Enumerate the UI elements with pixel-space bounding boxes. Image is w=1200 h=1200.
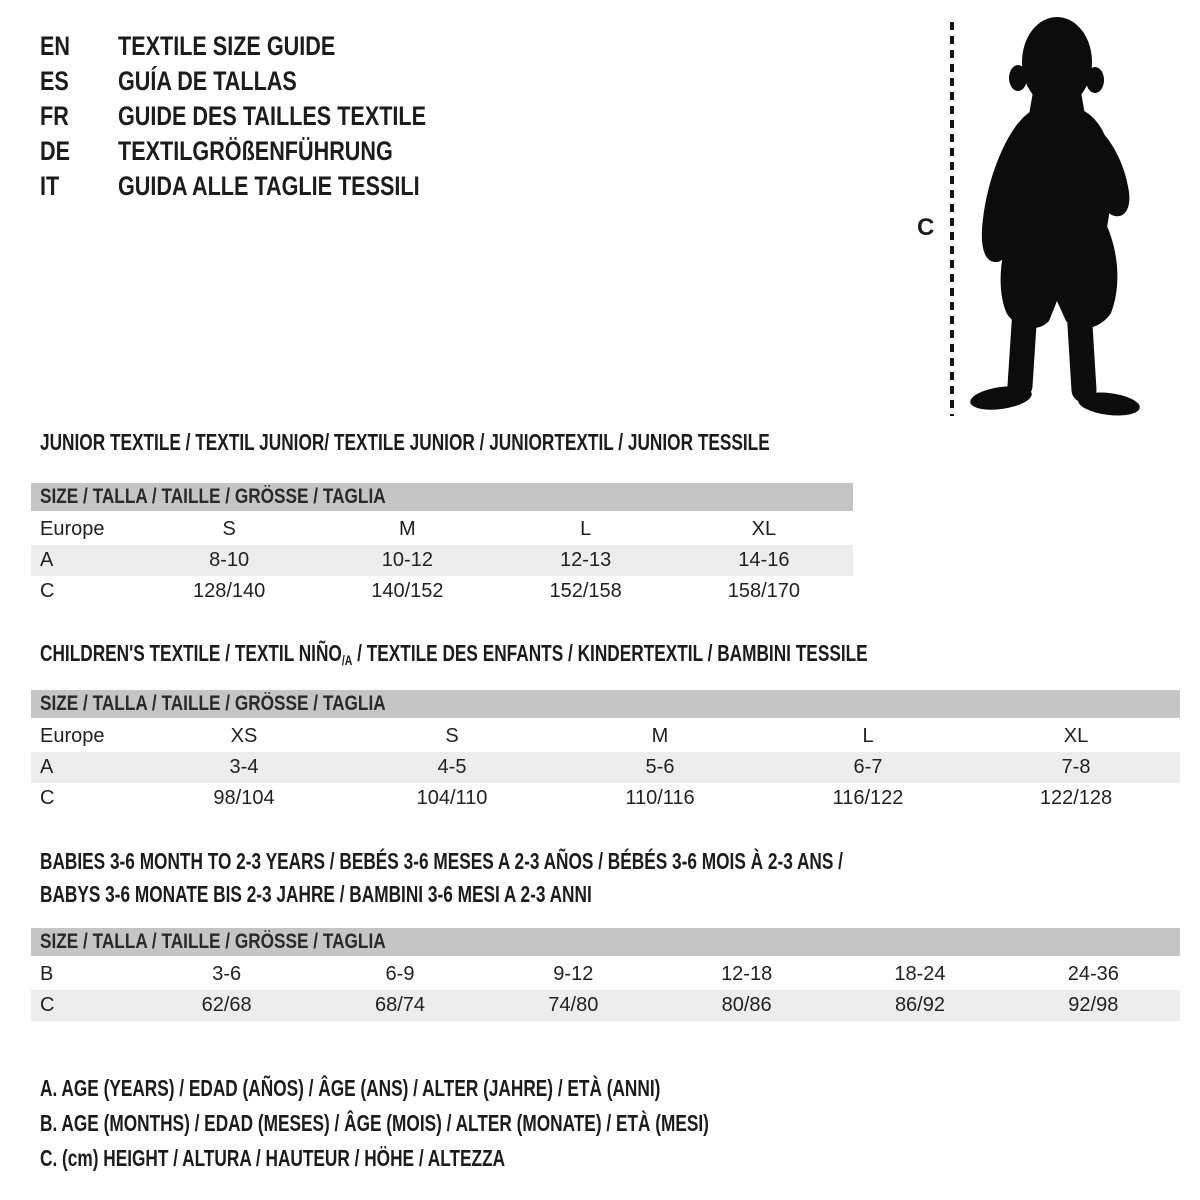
- height-value: 110/116: [625, 787, 695, 809]
- language-row-de: [40, 134, 503, 169]
- row-label: C: [40, 580, 55, 602]
- size-column: XS: [230, 725, 258, 747]
- age-value: 6-9: [385, 963, 415, 985]
- babies-size-table: [31, 928, 1180, 1021]
- junior-age-row: [31, 545, 853, 576]
- language-code-en: [40, 31, 118, 62]
- height-value: 104/110: [416, 787, 488, 809]
- size-column: XL: [1063, 725, 1089, 747]
- junior-section-title: JUNIOR TEXTILE / TEXTIL JUNIOR/ TEXTILE JUNIOR / JUNIORTEXTIL / JUNIOR TESSILE: [40, 429, 770, 455]
- height-value: 74/80: [548, 994, 599, 1016]
- age-value: 3-6: [212, 963, 242, 985]
- legend-text: B. AGE (MONTHS) / EDAD (MESES) / ÂGE (MOIS) / ALTER (MONATE) / ETÀ (MESI): [40, 1110, 709, 1136]
- language-title-fr: GUIDE DES TAILLES TEXTILE: [118, 101, 427, 131]
- size-column: M: [399, 518, 416, 540]
- language-code-text: ES: [40, 66, 69, 96]
- language-row-it: [40, 169, 503, 204]
- row-label: A: [40, 549, 54, 571]
- row-label: B: [40, 963, 54, 985]
- legend-line-c: [40, 1141, 932, 1176]
- babies-age-row: [31, 959, 1180, 990]
- toddler-silhouette-icon: [963, 14, 1143, 422]
- height-value: 62/68: [201, 994, 252, 1016]
- babies-height-row: [31, 990, 1180, 1021]
- age-value: 12-13: [560, 549, 612, 571]
- children-section-title: [40, 640, 868, 673]
- language-code-fr: [40, 101, 118, 132]
- language-code-text: EN: [40, 31, 71, 61]
- legend-line-b: [40, 1106, 932, 1141]
- height-dashed-line: [950, 22, 954, 416]
- height-value: 86/92: [894, 994, 945, 1016]
- size-column: L: [862, 725, 874, 747]
- legend-line-a: [40, 1071, 932, 1106]
- age-value: 10-12: [381, 549, 433, 571]
- height-value: 116/122: [832, 787, 904, 809]
- children-title-text: CHILDREN'S TEXTILE / TEXTIL NIÑO: [40, 640, 342, 666]
- height-value: 128/140: [192, 580, 266, 602]
- babies-title-text: BABIES 3-6 MONTH TO 2-3 YEARS / BEBÉS 3-6 MESES A 2-3 AÑOS / BÉBÉS 3-6 MOIS À 2-3 ANS /: [40, 848, 843, 874]
- size-header-label: SIZE / TALLA / TAILLE / GRÖSSE / TAGLIA: [40, 930, 386, 953]
- row-label: Europe: [40, 518, 105, 540]
- babies-size-header-bar: [31, 928, 1180, 956]
- age-value: 7-8: [1061, 756, 1091, 778]
- row-label: C: [40, 787, 55, 809]
- babies-title-text: BABYS 3-6 MONATE BIS 2-3 JAHRE / BAMBINI 3-6 MESI A 2-3 ANNI: [40, 881, 592, 907]
- language-code-es: [40, 66, 118, 97]
- babies-section-title: [40, 845, 1111, 911]
- junior-columns-row: [31, 514, 853, 545]
- language-code-de: [40, 136, 118, 167]
- children-columns-row: [31, 721, 1180, 752]
- language-code-text: DE: [40, 136, 71, 166]
- size-column: S: [445, 725, 459, 747]
- age-value: 14-16: [738, 549, 790, 571]
- age-value: 5-6: [645, 756, 675, 778]
- age-value: 3-4: [229, 756, 259, 778]
- language-title-it: GUIDA ALLE TAGLIE TESSILI: [118, 171, 420, 201]
- size-column: XL: [751, 518, 777, 540]
- measurement-figure: [905, 14, 1185, 424]
- language-title-list: [40, 29, 503, 204]
- language-row-fr: [40, 99, 503, 134]
- age-value: 4-5: [437, 756, 467, 778]
- legend-text: A. AGE (YEARS) / EDAD (AÑOS) / ÂGE (ANS) / ALTER (JAHRE) / ETÀ (ANNI): [40, 1075, 661, 1101]
- size-column: M: [651, 725, 669, 747]
- height-value: 68/74: [374, 994, 426, 1016]
- junior-size-header-bar: [31, 483, 853, 511]
- row-label: Europe: [40, 725, 105, 747]
- children-title-subscript: /A: [341, 652, 353, 668]
- age-value: 8-10: [209, 549, 250, 571]
- size-header-label: SIZE / TALLA / TAILLE / GRÖSSE / TAGLIA: [40, 692, 386, 715]
- row-label: A: [40, 756, 54, 778]
- children-size-table: [31, 690, 1180, 814]
- legend-text: C. (cm) HEIGHT / ALTURA / HAUTEUR / HÖHE / ALTEZZA: [40, 1145, 506, 1171]
- height-value: 98/104: [213, 787, 275, 809]
- babies-title-line1: [40, 845, 1111, 878]
- children-size-header-bar: [31, 690, 1180, 718]
- language-title-es: GUÍA DE TALLAS: [118, 66, 297, 96]
- height-value: 152/158: [549, 580, 622, 602]
- language-code-text: IT: [40, 171, 60, 201]
- junior-size-table: [31, 483, 853, 607]
- language-title-en: TEXTILE SIZE GUIDE: [118, 31, 336, 61]
- age-value: 24-36: [1067, 963, 1119, 985]
- size-column: S: [222, 518, 236, 540]
- height-value: 80/86: [721, 994, 772, 1016]
- language-row-en: [40, 29, 503, 64]
- children-age-row: [31, 752, 1180, 783]
- size-header-label: SIZE / TALLA / TAILLE / GRÖSSE / TAGLIA: [40, 485, 386, 508]
- row-label: C: [40, 994, 55, 1016]
- language-code-text: FR: [40, 101, 69, 131]
- size-column: L: [580, 518, 592, 540]
- age-value: 9-12: [553, 963, 594, 985]
- age-value: 6-7: [853, 756, 883, 778]
- height-measure-label: C: [917, 214, 935, 241]
- language-row-es: [40, 64, 503, 99]
- language-code-it: [40, 171, 118, 202]
- language-title-de: TEXTILGRÖßENFÜHRUNG: [118, 136, 393, 166]
- height-value: 92/98: [1068, 994, 1119, 1016]
- babies-title-line2: [40, 878, 1111, 911]
- age-value: 18-24: [894, 963, 946, 985]
- children-title-text: / TEXTILE DES ENFANTS / KINDERTEXTIL / BAMBINI TESSILE: [352, 640, 868, 666]
- junior-height-row: [31, 576, 853, 607]
- measurement-legend: [40, 1071, 932, 1176]
- age-value: 12-18: [721, 963, 773, 985]
- children-height-row: [31, 783, 1180, 814]
- height-value: 122/128: [1039, 787, 1113, 809]
- height-value: 158/170: [727, 580, 801, 602]
- height-value: 140/152: [371, 580, 444, 602]
